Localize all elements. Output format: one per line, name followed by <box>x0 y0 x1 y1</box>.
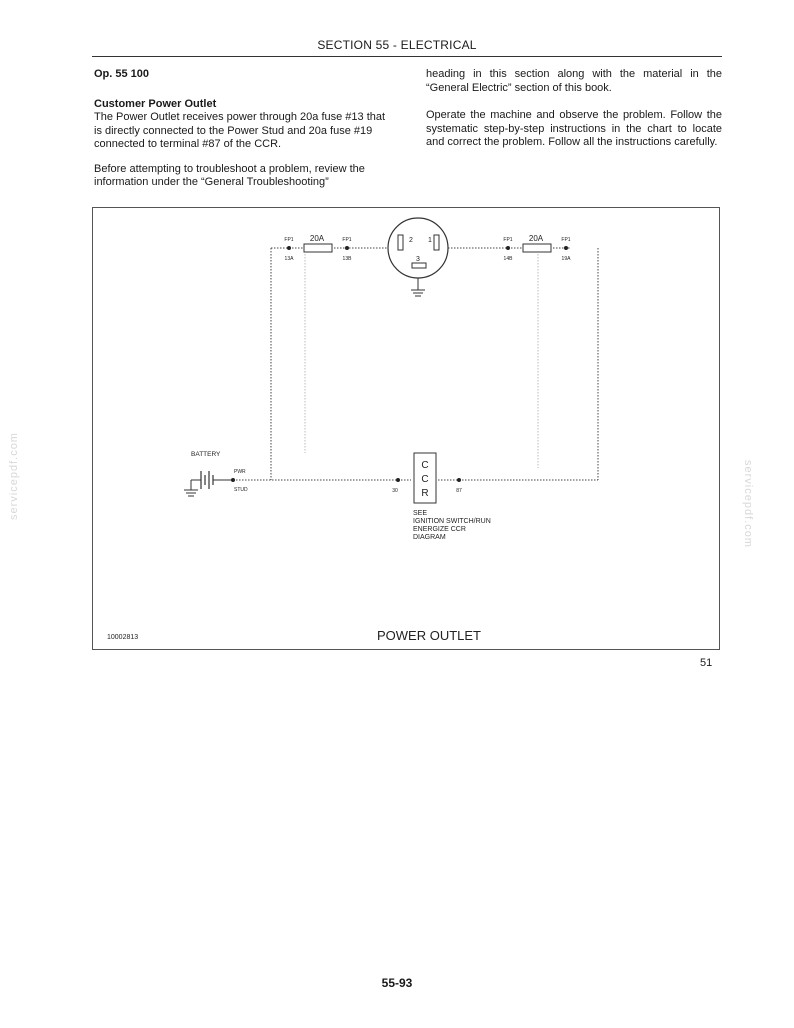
battery-stud-bottom-label: STUD <box>234 487 248 493</box>
outlet-pin-1-icon <box>434 235 439 250</box>
ccr-relay <box>392 453 491 541</box>
see-note-line-1: SEE <box>413 510 428 517</box>
paragraph-continuation: heading in this section along with the material in the “General Electric” section of this book. <box>426 68 722 94</box>
outlet-pin-left-label: 2 <box>409 237 413 244</box>
right-text-column <box>426 68 722 161</box>
left-fuse <box>284 234 352 262</box>
ccr-terminal-left: 30 <box>392 488 398 494</box>
ccr-terminal-right: 87 <box>456 488 462 494</box>
right-fuse <box>503 234 571 262</box>
battery-stud-top-label: PWR <box>234 469 246 475</box>
paragraph-operate-instructions: Operate the machine and observe the problem. Follow the systematic step-by-step instructions in the chart to locate and correct the problem. Follow all the instructions carefully. <box>426 109 722 148</box>
ccr-letter-3: R <box>421 488 429 499</box>
see-note-line-3: ENERGIZE CCR <box>413 526 466 533</box>
outlet-pin-right-label: 1 <box>428 237 432 244</box>
watermark-left: servicepdf.com <box>8 432 20 520</box>
see-note-line-2: IGNITION SWITCH/RUN <box>413 518 491 525</box>
outlet-ground-icon <box>411 290 425 296</box>
left-fuse-label-out: FP1 <box>342 237 352 243</box>
left-fuse-label-in: FP1 <box>284 237 294 243</box>
header-divider <box>92 56 722 57</box>
outlet-pin-2-icon <box>398 235 403 250</box>
wiring-lines <box>233 248 598 480</box>
wiring-diagram-figure <box>92 207 720 650</box>
ccr-letter-2: C <box>421 474 429 485</box>
left-fuse-rating: 20A <box>309 234 325 243</box>
wiring-diagram <box>93 208 721 651</box>
battery-ground-icon <box>184 490 198 496</box>
outlet-pin-3-icon <box>412 263 426 268</box>
page-number: 55-93 <box>381 976 413 990</box>
subheading: Customer Power Outlet <box>94 97 217 110</box>
right-fuse-label-out: FP1 <box>561 237 571 243</box>
ccr-letter-1: C <box>421 460 429 471</box>
paragraph-fuse-description: The Power Outlet receives power through 20a fuse #13 that is directly connected to the Power Stud and 20a fuse #19 connected to terminal #87 of the CCR. <box>94 111 386 150</box>
operation-number: Op. 55 100 <box>94 68 150 80</box>
watermark-right: servicepdf.com <box>742 460 754 548</box>
outlet-pin-bottom-label: 3 <box>416 256 420 263</box>
diagram-part-number: 10002813 <box>107 634 139 641</box>
power-outlet-connector <box>388 218 448 296</box>
left-fuse-wire-in: 13A <box>284 256 294 262</box>
section-title: SECTION 55 - ELECTRICAL <box>317 38 477 52</box>
paragraph-review-note: Before attempting to troubleshoot a problem, review the information under the “General Troubleshooting” <box>94 162 365 188</box>
left-text-column <box>94 68 394 201</box>
figure-number: 51 <box>700 657 713 669</box>
right-fuse-wire-out: 19A <box>561 256 571 262</box>
right-fuse-wire-in: 14B <box>503 256 513 262</box>
right-fuse-rating: 20A <box>528 234 544 243</box>
see-note-line-4: DIAGRAM <box>413 534 446 541</box>
left-fuse-wire-out: 13B <box>342 256 352 262</box>
diagram-caption: POWER OUTLET <box>376 628 482 643</box>
battery-label: BATTERY <box>191 451 221 458</box>
battery-symbol <box>184 451 248 496</box>
right-fuse-label-in: FP1 <box>503 237 513 243</box>
